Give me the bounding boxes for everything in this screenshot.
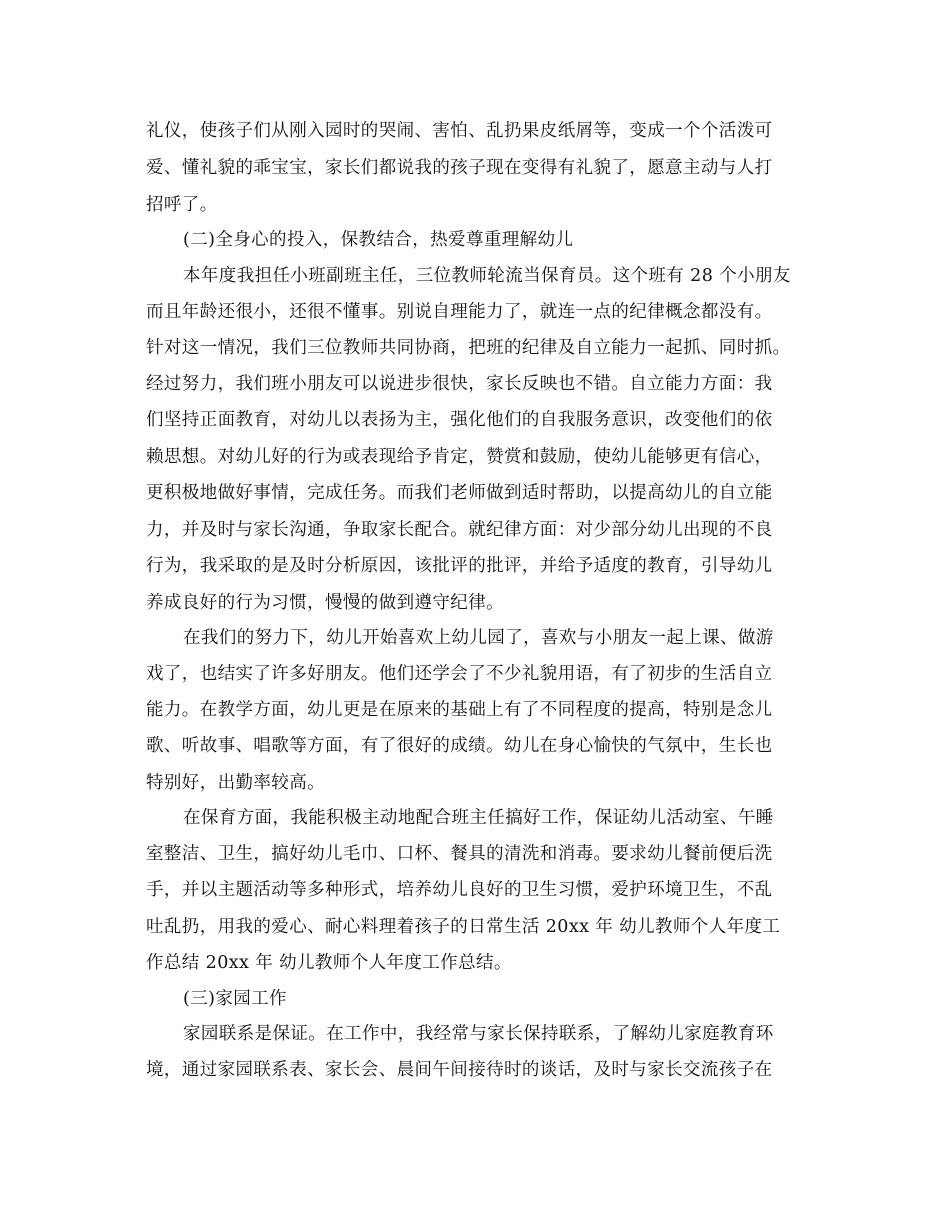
text-line: 更积极地做好事情，完成任务。而我们老师做到适时帮助，以提高幼儿的自立能: [146, 483, 773, 503]
text-line: 吐乱扔，用我的爱心、耐心料理着孩子的日常生活 20xx 年 幼儿教师个人年度工: [146, 917, 781, 937]
text-line: 能力。在教学方面，幼儿更是在原来的基础上有了不同程度的提高，特别是念儿: [146, 700, 773, 720]
text-line: 针对这一情况，我们三位教师共同协商，把班的纪律及自立能力一起抓、同时抓。: [146, 338, 791, 358]
text-line: 手，并以主题活动等多种形式，培养幼儿良好的卫生习惯，爱护环境卫生，不乱: [146, 880, 773, 900]
text-line: 特别好，出勤率较高。: [146, 773, 325, 793]
text-line: 歌、听故事、唱歌等方面，有了很好的成绩。幼儿在身心愉快的气氛中，生长也: [146, 736, 773, 756]
section-heading: (二)全身心的投入，保教结合，热爱尊重理解幼儿: [183, 230, 574, 250]
text-line: 爱、懂礼貌的乖宝宝，家长们都说我的孩子现在变得有礼貌了，愿意主动与人打: [146, 158, 773, 178]
text-line: 礼仪，使孩子们从刚入园时的哭闹、害怕、乱扔果皮纸屑等，变成一个个活泼可: [146, 121, 773, 141]
text-line: 境，通过家园联系表、家长会、晨间午间接待时的谈话，及时与家长交流孩子在: [146, 1060, 773, 1080]
text-line: 家园联系是保证。在工作中，我经常与家长保持联系，了解幼儿家庭教育环: [183, 1024, 774, 1044]
text-line: 戏了，也结实了许多好朋友。他们还学会了不少礼貌用语，有了初步的生活自立: [146, 664, 773, 684]
text-line: 而且年龄还很小，还很不懂事。别说自理能力了，就连一点的纪律概念都没有。: [146, 302, 773, 322]
text-line: 经过努力，我们班小朋友可以说进步很快，家长反映也不错。自立能力方面：我: [146, 374, 773, 394]
text-line: 赖思想。对幼儿好的行为或表现给予肯定，赞赏和鼓励，使幼儿能够更有信心，: [146, 447, 773, 467]
text-line: 在保育方面，我能积极主动地配合班主任搞好工作，保证幼儿活动室、午睡: [183, 808, 774, 828]
text-line: 行为，我采取的是及时分析原因，该批评的批评，并给予适度的教育，引导幼儿: [146, 556, 773, 576]
text-line: 力，并及时与家长沟通，争取家长配合。就纪律方面：对少部分幼儿出现的不良: [146, 520, 773, 540]
section-heading: (三)家园工作: [183, 989, 287, 1009]
text-line: 招呼了。: [146, 195, 218, 215]
text-line: 本年度我担任小班副班主任，三位教师轮流当保育员。这个班有 28 个小朋友: [183, 266, 791, 286]
text-line: 室整洁、卫生，搞好幼儿毛巾、口杯、餐具的清洗和消毒。要求幼儿餐前便后洗: [146, 844, 773, 864]
text-line: 养成良好的行为习惯，慢慢的做到遵守纪律。: [146, 593, 504, 613]
text-line: 们坚持正面教育，对幼儿以表扬为主，强化他们的自我服务意识，改变他们的依: [146, 410, 773, 430]
text-line: 作总结 20xx 年 幼儿教师个人年度工作总结。: [146, 953, 512, 973]
text-line: 在我们的努力下，幼儿开始喜欢上幼儿园了，喜欢与小朋友一起上课、做游: [183, 628, 774, 648]
